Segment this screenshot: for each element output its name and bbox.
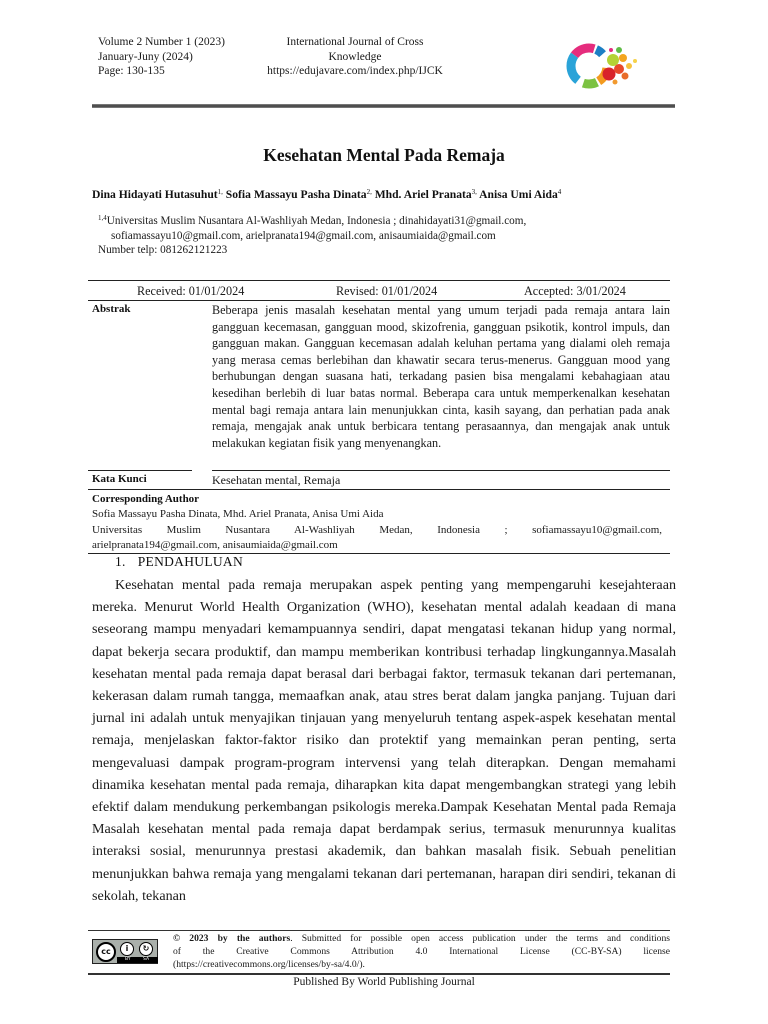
affiliation-emails: sofiamassayu10@gmail.com, arielpranata194@gmail.com, anisaumiaida@gmail.com xyxy=(111,229,496,242)
journal-info xyxy=(250,35,460,79)
author-affiliation-mark: 2, xyxy=(366,188,372,196)
corresponding-top-rule xyxy=(88,489,670,490)
copyright-holder: © 2023 by the authors xyxy=(173,933,291,944)
keywords-rule-left xyxy=(88,470,192,471)
author-affiliation-mark: 4 xyxy=(557,188,562,196)
journal-logo-icon xyxy=(565,36,643,92)
dates-top-rule xyxy=(88,280,670,281)
issue-info xyxy=(98,35,225,79)
article-dates xyxy=(88,284,670,300)
revised-date: Revised: 01/01/2024 xyxy=(336,284,438,298)
author-affiliation-mark: 1, xyxy=(217,188,223,196)
license-url[interactable]: (https://creativecommons.org/licenses/by-sa/4.0/). xyxy=(173,959,365,971)
corresponding-author-affiliation xyxy=(92,523,662,553)
affiliation-mark: 1,4 xyxy=(98,214,107,222)
journal-url[interactable]: https://edujavare.com/index.php/IJCK xyxy=(267,65,443,77)
keywords-label: Kata Kunci xyxy=(92,473,147,485)
license-line1: © 2023 by the authors. Submitted for possible open access publication under the terms and conditions xyxy=(173,933,670,944)
share-alike-icon: ↻ xyxy=(139,942,153,956)
header-divider xyxy=(92,104,675,108)
corresponding-affil-line1: Universitas Muslim Nusantara Al-Washliyah Medan, Indonesia ; sofiamassayu10@gmail.com, xyxy=(92,524,662,536)
cc-icon: cc xyxy=(96,942,116,962)
license-strip xyxy=(117,957,158,963)
corresponding-author-names: Sofia Massayu Pasha Dinata, Mhd. Ariel Pranata, Anisa Umi Aida xyxy=(92,508,384,520)
keywords-text: Kesehatan mental, Remaja xyxy=(212,473,341,487)
author-name: Dina Hidayati Hutasuhut xyxy=(92,188,218,201)
phone-number: Number telp: 081262121223 xyxy=(98,244,228,257)
abstract-text: Beberapa jenis masalah kesehatan mental yang umum terjadi pada remaja antara lain gangguan kecemasan, gangguan mood, skizofrenia, gangguan psikotik, kontrol impuls, dan gangguan makan. Gangguan kecemasan adalah keluhan pertama yang dialami oleh remaja yang merasa cemas berlebihan dan khawatir secara terus-menerus. Gangguan mood yang berhubungan dengan suasana hati, terkadang pasien bisa mengalami kebahagiaan atau kesedihan berlebih di luar batas normal. Beberapa cara untuk memperkenalkan kesehatan mental bagi remaja antara lain menunjukkan cinta, kasih sayang, dan perhatian pada anak remaja, mengajak anak untuk berbicara tentang perasaannya, dan mengajak anak untuk melakukan kegiatan fisik yang menyenangkan. xyxy=(212,303,670,450)
attribution-icon: i xyxy=(120,942,134,956)
page-range: Page: 130-135 xyxy=(98,65,165,77)
abstract-label: Abstrak xyxy=(92,303,131,315)
journal-name-line1: International Journal of Cross xyxy=(286,36,424,48)
corresponding-affil-line2: arielpranata194@gmail.com, anisaumiaida@gmail.com xyxy=(92,539,338,551)
author-list xyxy=(92,188,561,201)
author-name: Mhd. Ariel Pranata xyxy=(374,188,472,201)
section-number: 1. xyxy=(115,554,126,569)
cc-by-sa-license-icon[interactable] xyxy=(92,939,158,964)
sa-label: SA xyxy=(143,957,150,962)
article-title: Kesehatan Mental Pada Remaja xyxy=(263,145,505,165)
accepted-date: Accepted: 3/01/2024 xyxy=(524,284,626,298)
author-affiliation-mark: 3, xyxy=(471,188,477,196)
author-name: Sofia Massayu Pasha Dinata xyxy=(225,188,367,201)
footer-bottom-rule xyxy=(88,973,670,975)
section-heading xyxy=(115,554,243,570)
section-title: PENDAHULUAN xyxy=(137,554,244,569)
keywords-rule-right xyxy=(212,470,670,471)
received-date: Received: 01/01/2024 xyxy=(137,284,245,298)
license-line2: of the Creative Commons Attribution 4.0 International License (CC-BY-SA) license xyxy=(173,946,670,958)
affiliation-line: $^{1,4}$Universitas Muslim Nusantara Al-Washliyah Medan, Indonesia ; dinahidayati31@gmail.com, xyxy=(98,214,527,227)
issue-period: January-Juny (2024) xyxy=(98,50,193,63)
author-name: Anisa Umi Aida xyxy=(479,188,558,201)
volume-number: Volume 2 Number 1 (2023) xyxy=(98,36,225,48)
journal-name-line2: Knowledge xyxy=(328,50,382,63)
publisher-line: Published By World Publishing Journal xyxy=(293,976,475,988)
section-paragraph: Kesehatan mental pada remaja merupakan aspek penting yang mempengaruhi kesejahteraan mereka. Menurut World Health Organization (WHO), kesehatan mental adalah keadaan di mana seseorang mampu menyadari kemampuannya sendiri, dapat mengatasi tekanan hidup yang normal, dapat bekerja secara produktif, dan mampu memberikan kontribusi terhadap lingkungannya.Masalah kesehatan mental pada remaja dapat berasal dari berbagai faktor, termasuk tekanan dari pertemanan, kekerasan dalam rumah tangga, memaafkan anak, atau stres berat dalam jangka panjang. Tujuan dari jurnal ini adalah untuk menyajikan tinjauan yang menyeluruh tentang aspek-aspek kesehatan mental remaja, menjelaskan faktor-faktor risiko dan protektif yang memainkan peran penting, serta mengevaluasi dampak program-program intervensi yang telah diterapkan. Dengan memahami dinamika kesehatan mental pada remaja, diharapkan kita dapat mengembangkan strategi yang lebih efektif dalam mendukung perkembangan psikologis mereka.Dampak Kesehatan Mental pada Remaja Masalah kesehatan mental pada remaja dapat berdampak serius, termasuk menurunnya kualitas interaksi sosial, menurunnya prestasi akademik, dan bahkan masalah fisik. Sebuah penelitian menunjukkan bahwa remaja yang mengalami tekanan dari pertemanan, harapan diri sendiri, tekanan di sekolah, tekanan xyxy=(92,577,676,904)
license-notice xyxy=(173,932,670,972)
corresponding-author-label: Corresponding Author xyxy=(92,493,200,505)
affiliation-block xyxy=(98,211,526,258)
by-label: BY xyxy=(125,957,131,962)
